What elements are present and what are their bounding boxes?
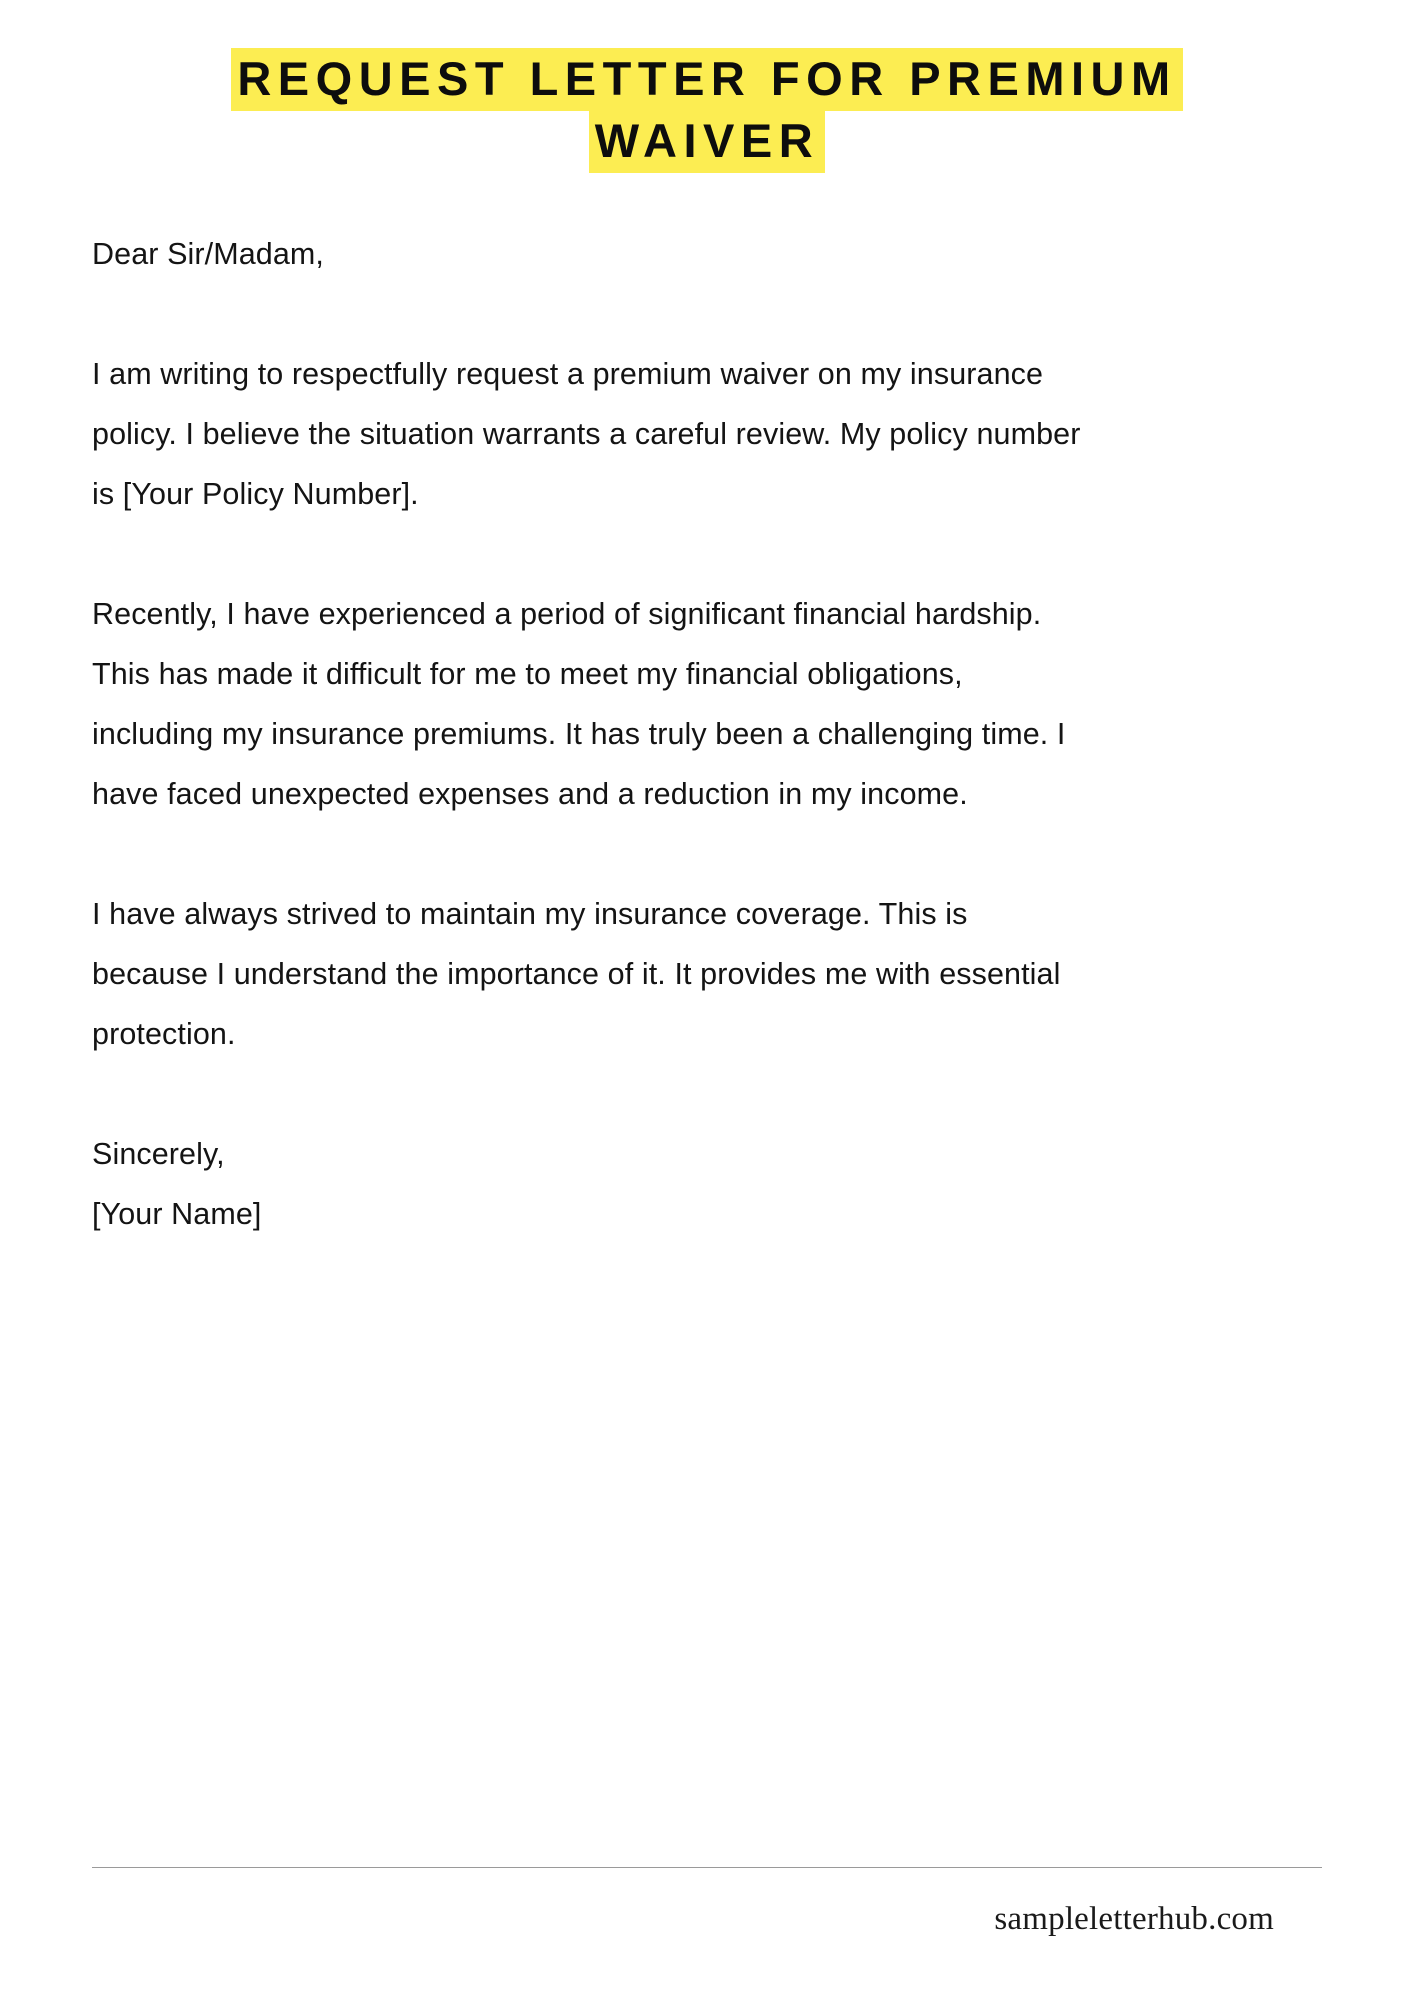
footer-divider <box>92 1867 1322 1868</box>
title-line-2-text: WAIVER <box>589 110 825 173</box>
closing-salutation: Sincerely, <box>92 1137 225 1171</box>
paragraph-spacer <box>92 524 1322 584</box>
paragraph-2: Recently, I have experienced a period of significant financial hardship. This has made it difficult for me to meet my financial obligations, including my insurance premiums. It has truly been a challenging time. I have faced unexpected expenses and a reduction in my income. <box>92 597 1066 811</box>
document-title <box>92 0 1322 172</box>
title-line-1 <box>92 48 1322 110</box>
title-line-2 <box>92 110 1322 172</box>
footer-website-url: sampleletterhub.com <box>994 1901 1274 1937</box>
paragraph-spacer <box>92 824 1322 884</box>
paragraph-spacer <box>92 284 1322 344</box>
signature-name: [Your Name] <box>92 1197 262 1231</box>
paragraph-3: I have always strived to maintain my insurance coverage. This is because I understand the importance of it. It provides me with essential protection. <box>92 897 1061 1051</box>
paragraph-spacer <box>92 1064 1322 1124</box>
title-line-1-text: REQUEST LETTER FOR PREMIUM <box>231 48 1182 111</box>
salutation: Dear Sir/Madam, <box>92 237 325 271</box>
page-footer <box>92 1867 1322 1940</box>
paragraph-1: I am writing to respectfully request a premium waiver on my insurance policy. I believe the situation warrants a careful review. My policy number is [Your Policy Number]. <box>92 357 1081 511</box>
letter-body <box>92 224 1322 1244</box>
